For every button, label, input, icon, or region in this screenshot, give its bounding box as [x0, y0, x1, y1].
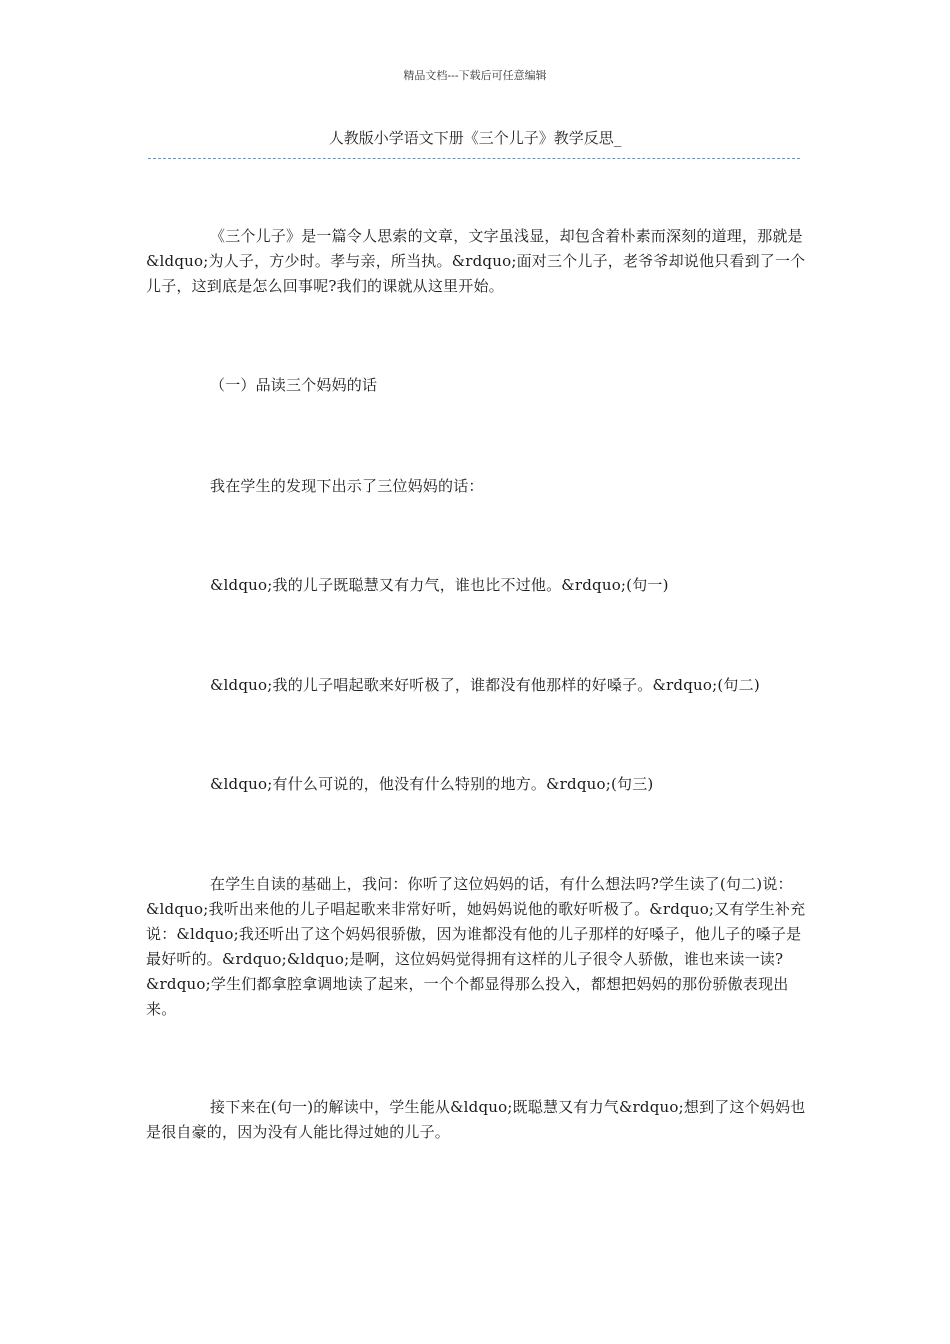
title-divider	[148, 158, 800, 159]
paragraph-conclusion: 接下来在(句一)的解读中，学生能从&ldquo;既聪慧又有力气&rdquo;想到了这个妈妈也是很自豪的，因为没有人能比得过她的儿子。	[146, 1098, 806, 1141]
paragraph-discussion: 在学生自读的基础上，我问：你听了这位妈妈的话，有什么想法吗?学生读了(句二)说：&ldquo;我听出来他的儿子唱起歌来非常好听，她妈妈说他的歌好听极了。&rdquo;又有学生补充说：&ldquo;我还听出了这个妈妈很骄傲，因为谁都没有他的儿子那样的好嗓子，他儿子的嗓子是最好听的。&rdquo;&ldquo;是啊，这位妈妈觉得拥有这样的儿子很令人骄傲，谁也来读一读?&rdquo;学生们都拿腔拿调地读了起来，一个个都显得那么投入，都想把妈妈的那份骄傲表现出来。	[146, 875, 806, 1018]
document-title: 人教版小学语文下册《三个儿子》教学反思_	[328, 129, 622, 147]
section-heading: （一）品读三个妈妈的话	[210, 376, 378, 394]
header-note: 精品文档---下载后可任意编辑	[403, 69, 547, 82]
paragraph-lead: 我在学生的发现下出示了三位妈妈的话：	[210, 477, 484, 495]
quote-sentence-three: &ldquo;有什么可说的，他没有什么特别的地方。&rdquo;(句三)	[210, 775, 654, 793]
paragraph-intro: 《三个儿子》是一篇令人思索的文章，文字虽浅显，却包含着朴素而深刻的道理，那就是&ldquo;为人子，方少时。孝与亲，所当执。&rdquo;面对三个儿子，老爷爷却说他只看到了一个儿子，这到底是怎么回事呢?我们的课就从这里开始。	[146, 227, 806, 295]
quote-sentence-one: &ldquo;我的儿子既聪慧又有力气，谁也比不过他。&rdquo;(句一)	[210, 576, 669, 594]
quote-sentence-two: &ldquo;我的儿子唱起歌来好听极了，谁都没有他那样的好嗓子。&rdquo;(句二)	[210, 676, 760, 694]
